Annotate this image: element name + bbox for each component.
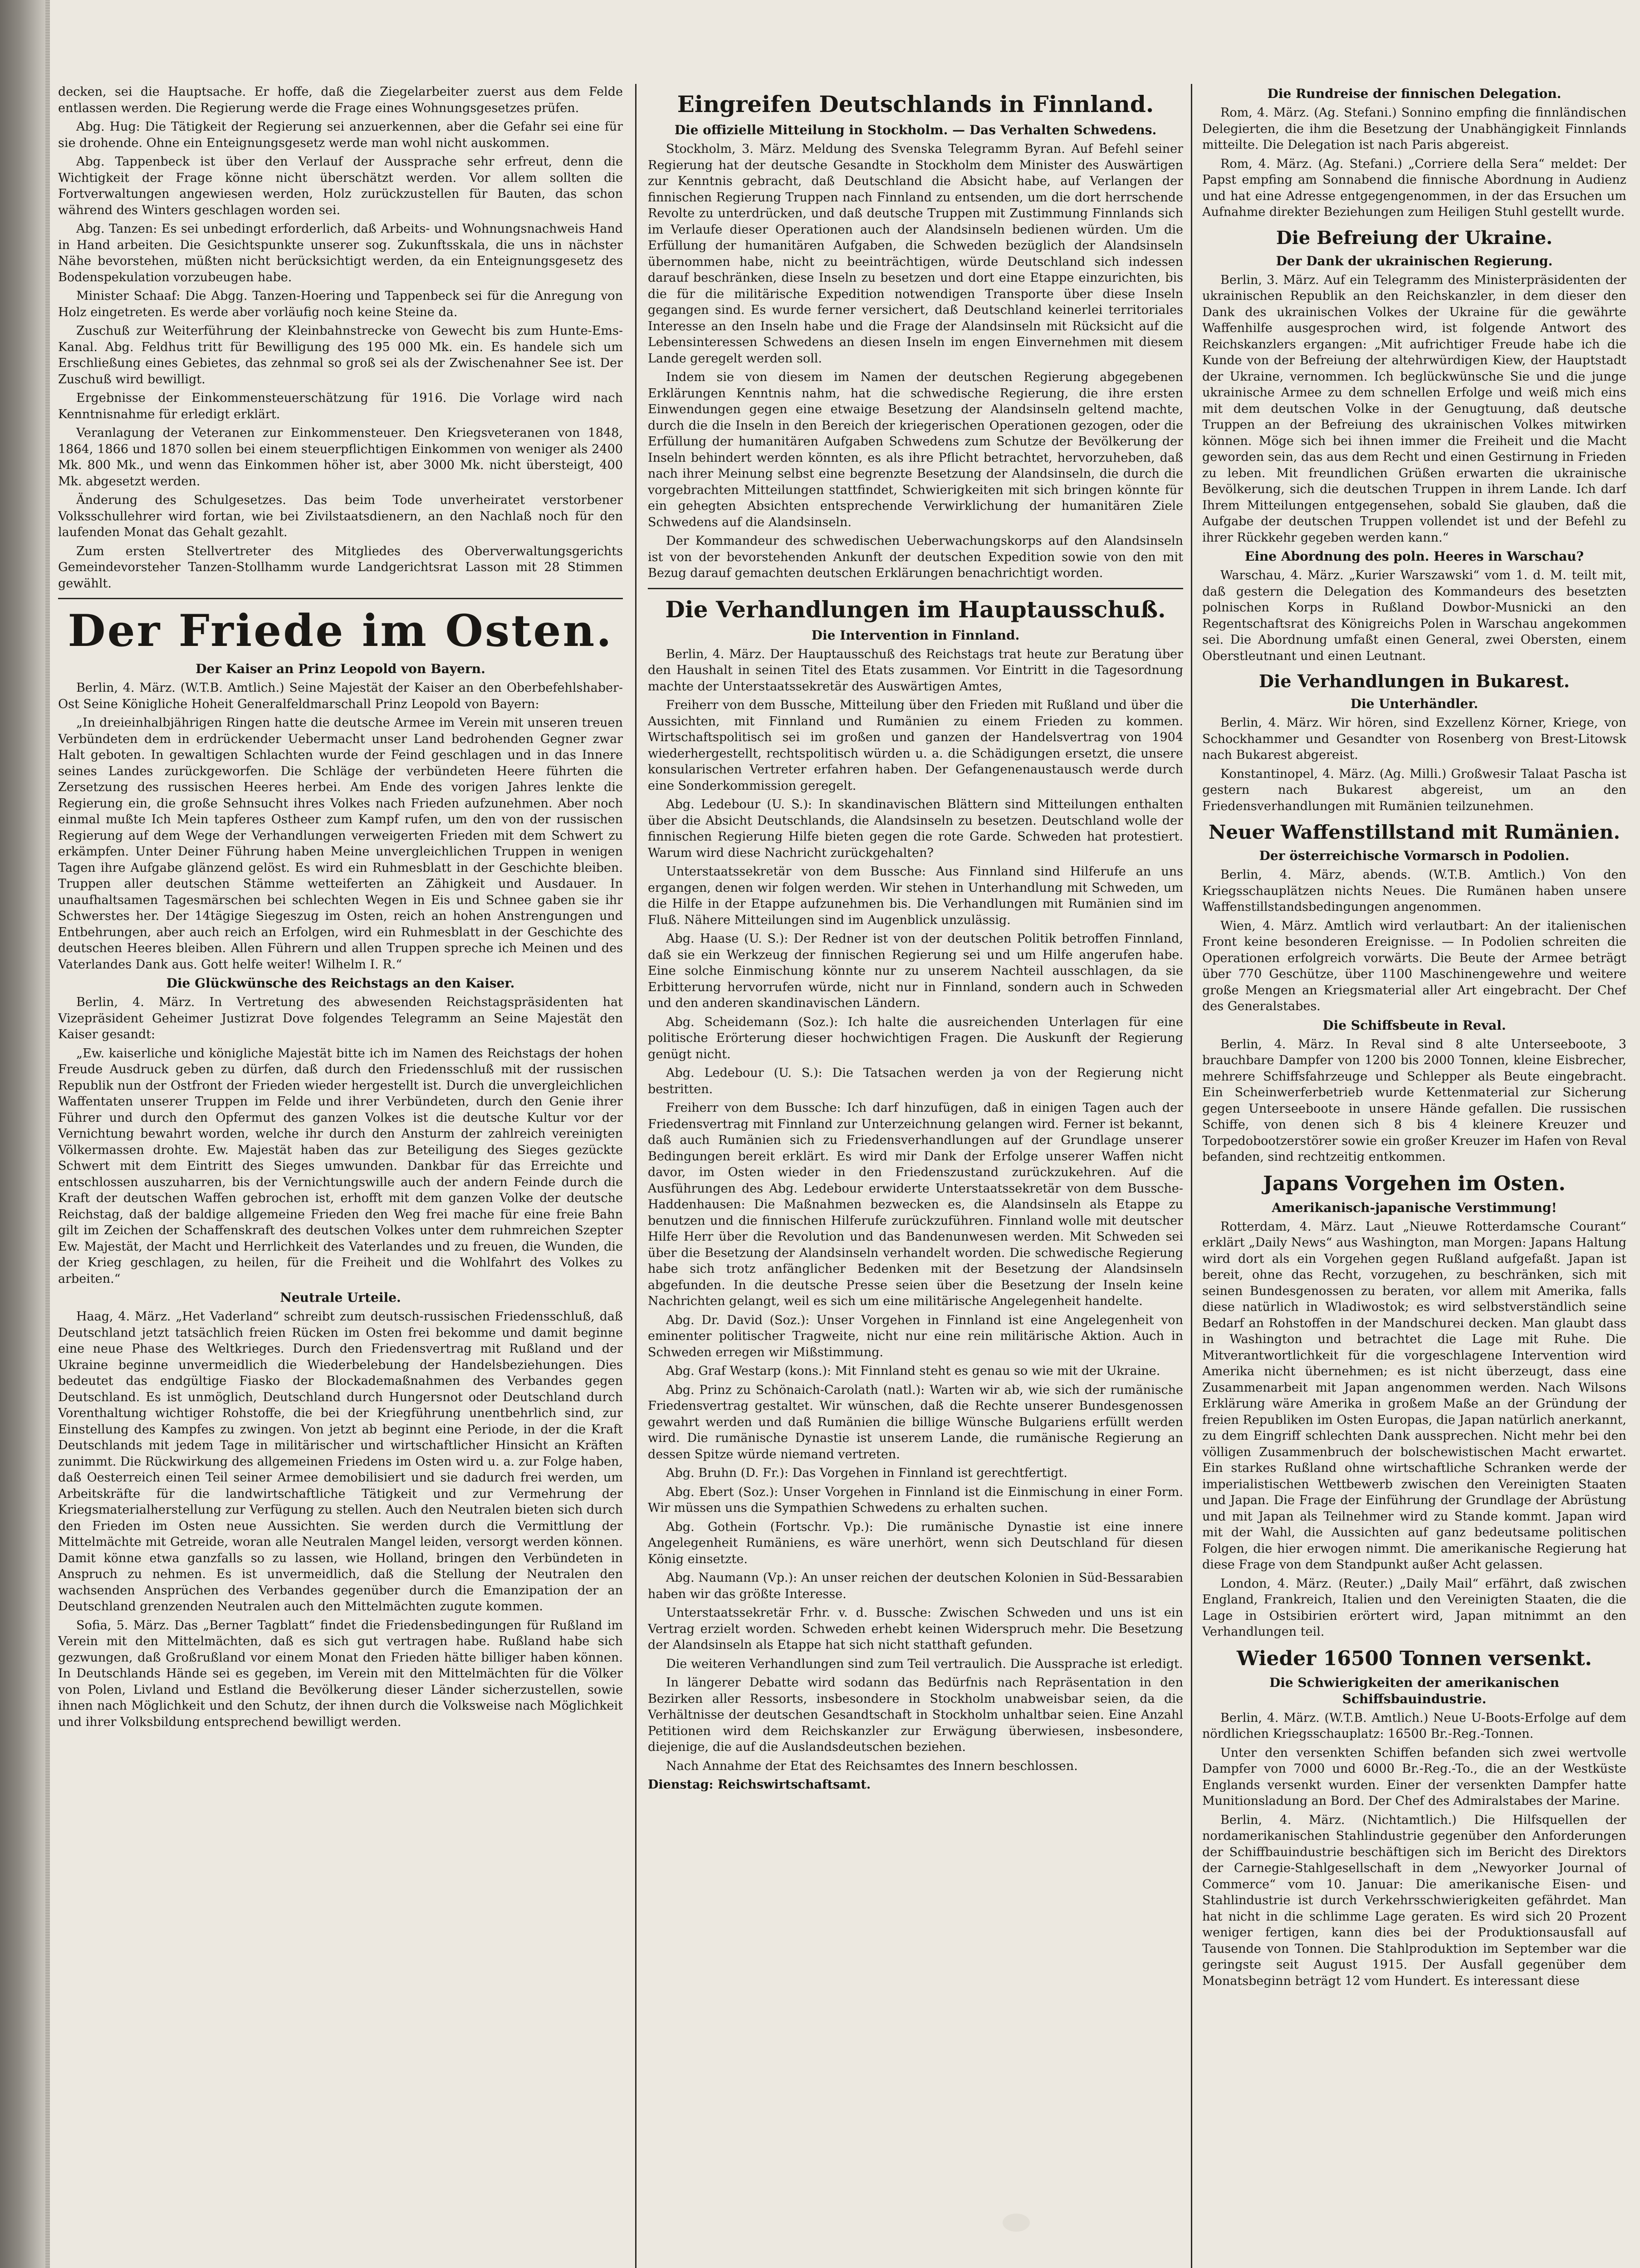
paragraph: Berlin, 4. März. (Nichtamtlich.) Die Hilfsquellen der nordamerikanischen Stahlindustrie gegenüber den Anforderungen der Schiffbauindustrie beschäftigen sich im Bericht des Direktors der Carnegie-Stahlgesellschaft in dem „Newyorker Journal of Commerce“ vom 10. Januar: Die amerikanische Eisen- und Stahlindustrie ist durch Verkehrsschwierigkeiten gefährdet. Man hat nicht in die schlimme Lage geraten. Es wird sich 20 Prozent weniger fertigen, kann dies bei der Produktionsausfall auf Tausende von Tonnen. Die Stahlproduktion im September war die geringste seit August 1915. Der Ausfall gegenüber dem Monatsbeginn beträgt 12 vom Hundert. Es interessant diese (1202, 1813, 1626, 1988)
paragraph: In längerer Debatte wird sodann das Bedürfnis nach Repräsentation in den Bezirken aller Ressorts, insbesondere in Stockholm unabweisbar seien, da die Verhältnisse der deutschen Gesandtschaft in Stockholm unhaltbar seien. Eine Anzahl Petitionen wird dem Reichskanzler zur Erwägung überwiesen, insbesondere, diejenige, die auf die Auslandsdeutschen beziehen. (648, 1676, 1183, 1754)
paragraph: Berlin, 3. März. Auf ein Telegramm des Ministerpräsidenten der ukrainischen Republik an den Reichskanzler, in dem dieser den Dank des ukrainischen Volkes der Ukraine für die gewährte Waffenhilfe ausgesprochen wird, ist folgende Antwort des Reichskanzlers ergangen: „Mit aufrichtiger Freude habe ich die Kunde von der Befreiung der altehrwürdigen Kiew, der Hauptstadt der Ukraine, vernommen. Ich beglückwünsche Sie und die junge ukrainische Armee zu dem schnellen Erfolge und weiß mich eins mit dem deutschen Volke in der Genugtuung, daß deutsche Truppen an der Befreiung des ukrainischen Volkes mitwirken können. Möge sich bei ihnen immer die Freiheit und die Macht geworden sein, das aus dem Recht und einen Gestirnung in Frieden zu leben. Mit freundlichen Grüßen erwarten die ukrainische Bevölkerung, sich die deutschen Truppen in ihrem Lande. Ich darf Ihrem Mitteilungen entgegensehen, sobald Sie glauben, daß die Aufgabe der deutschen Truppen vollendet ist und der Befehl zu ihrer Rückkehr gegeben werden kann.“ (1202, 273, 1626, 545)
paragraph: Haag, 4. März. „Het Vaderland“ schreibt zum deutsch-russischen Friedensschluß, daß Deutschland jetzt tatsächlich freien Rücken im Osten frei bekomme und damit beginne eine neue Phase des Weltkrieges. Durch den Friedensvertrag mit Rußland und der Ukraine beginne unvermeidlich die Wiederbelebung der Handelsbeziehungen. Dies bedeutet das endgültige Fiasko der Blockademaßnahmen des Verbandes gegen Deutschland. Es ist unmöglich, Deutschland durch Hungersnot oder Deutschland durch Vorenthaltung wichtiger Rohstoffe, die bei der Kriegführung unentbehrlich sind, zur Einstellung des Kampfes zu zwingen. Von jetzt ab beginnt eine Periode, in der die Kraft Deutschlands mit jedem Tage in militärischer und wirtschaftlicher Hinsicht an Kräften zunimmt. Die Rückwirkung des allgemeinen Friedens im Osten wird u. a. zur Folge haben, daß Oesterreich einen Teil seiner Armee demobilisiert und sie dadurch frei werden, um Arbeitskräfte für die landwirtschaftliche Tätigkeit und zur Vermehrung der Kriegsmaterialherstellung zur Verfügung zu stellen. Auch den Neutralen bieten sich durch den Frieden im Osten neue Aussichten. Sie werden durch die Vermittlung der Mittelmächte mit Getreide, woran alle Neutralen Mangel leiden, versorgt werden können. Damit könne etwa ganzfalls so zu lassen, wie Holland, bringen den Verbündeten in Anspruch zu nehmen. Es ist unvermeidlich, daß die Stellung der Neutralen den wachsenden Ansprüchen des Verbandes gegenüber durch die Emanzipation der an Deutschland grenzenden Neutralen auch den Mittelmächten zugute kommen. (58, 1310, 623, 1613)
paragraph: „Ew. kaiserliche und königliche Majestät bitte ich im Namen des Reichstags der hohen Freude Ausdruck geben zu dürfen, daß durch den Friedensschluß mit der russischen Republik nun der Ostfront der Frieden wieder hergestellt ist. Durch die unvergleichlichen Waffentaten unserer Truppen im Felde und ihrer Verbündeten, durch den Genie ihrer Führer und durch den Opfermut des ganzen Volkes ist die deutsche Kultur vor der Vernichtung bewahrt worden, welche ihr durch den Ansturm der zahlreich vereinigten Völkermassen drohte. Ew. Majestät haben das zur Beteiligung des Sieges gezückte Schwert mit dem Eintritt des Sieges umwunden. Dankbar für das Erreichte und entschlossen auszuharren, bis der Vernichtungswille auch der andern Feinde durch die Kraft der deutschen Waffen gebrochen ist, erhofft mit dem ganzen Volke der deutsche Reichstag, daß der baldige allgemeine Frieden den Weg frei mache für eine freie Bahn gilt im Zeichen der Schaffenskraft des deutschen Volkes unter dem ruhmreichen Szepter Ew. Majestät, der Macht und Herrlichkeit des Vaterlandes und zu freuen, die Wunden, die der Krieg geschlagen, zu heilen, für die Freiheit und die Wohlfahrt des Volkes zu arbeiten.“ (58, 1046, 623, 1286)
paragraph: Abg. Ebert (Soz.): Unser Vorgehen in Finnland ist die Einmischung in einer Form. Wir müssen uns die Sympathien Schwedens zu erhalten suchen. (648, 1485, 1183, 1515)
paragraph: Abg. Tanzen: Es sei unbedingt erforderlich, daß Arbeits- und Wohnungsnachweis Hand in Hand arbeiten. Die Gesichtspunkte unserer sog. Zukunftsskala, die uns in nächster Nähe bevorstehen, müßten nicht berücksichtigt werden, da ein Enteignungsgesetz des Bodenspekulation vorzubeugen habe. (58, 222, 623, 284)
paragraph: Ergebnisse der Einkommensteuerschätzung für 1916. Die Vorlage wird nach Kenntnisnahme für erledigt erklärt. (58, 391, 623, 421)
paragraph: Abg. Graf Westarp (kons.): Mit Finnland steht es genau so wie mit der Ukraine. (666, 1364, 1160, 1378)
subheading: Die Glückwünsche des Reichstags an den Kaiser. (166, 976, 515, 991)
paragraph: Zum ersten Stellvertreter des Mitgliedes des Oberverwaltungsgerichts Gemeindevorsteher Tanzen-Stollhamm wurde Landgerichtsrat Lasson mit 28 Stimmen gewählt. (58, 544, 623, 591)
paragraph: Abg. Dr. David (Soz.): Unser Vorgehen in Finnland ist eine Angelegenheit von eminenter politischer Tragweite, nicht nur eine rein militärische Aktion. Auch in Schweden erregen wir Mißstimmung. (648, 1313, 1183, 1359)
paragraph: Nach Annahme der Etat des Reichsamtes des Innern beschlossen. (666, 1759, 1078, 1773)
paragraph: Rom, 4. März. (Ag. Stefani.) Sonnino empfing die finnländischen Delegierten, die ihm die Besetzung der Unabhängigkeit Finnlands mitteilte. Die Delegation ist nach Paris abgereist. (1202, 106, 1626, 152)
headline: Eingreifen Deutschlands in Finnland. (677, 91, 1154, 117)
subheading: Die Unterhändler. (1350, 696, 1478, 711)
paragraph: Abg. Naumann (Vp.): An unser reichen der deutschen Kolonien in Süd-Bessarabien haben wir das größte Interesse. (648, 1571, 1183, 1601)
scan-blemish (1003, 2214, 1030, 2232)
paragraph: Abg. Ledebour (U. S.): Die Tatsachen werden ja von der Regierung nicht bestritten. (648, 1066, 1183, 1096)
column-rule (635, 84, 636, 2268)
paragraph: London, 4. März. (Reuter.) „Daily Mail“ erfährt, daß zwischen England, Frankreich, Italien und den Vereinigten Staaten, die die Lage in Ostsibirien erörtert wird, Japan mitnimmt an den Verhandlungen teil. (1202, 1576, 1626, 1639)
paragraph: Abg. Bruhn (D. Fr.): Das Vorgehen in Finnland ist gerechtfertigt. (666, 1466, 1067, 1480)
headline: Die Verhandlungen im Hauptausschuß. (665, 596, 1166, 623)
paragraph: Stockholm, 3. März. Meldung des Svenska Telegramm Byran. Auf Befehl seiner Regierung hat der deutsche Gesandte in Stockholm dem Minister des Auswärtigen zur Kenntnis gebracht, daß Deutschland die Absicht habe, auf Verlangen der finnischen Regierung Truppen nach Finnland zu entsenden, um die dort herrschende Revolte zu unterdrücken, und daß deutsche Truppen mit Zustimmung Finnlands sich im Verlaufe dieser Operationen auch der Alandsinseln bedienen würden. Um die Erfüllung der humanitären Aufgaben, die Schweden bezüglich der Alandsinseln übernommen habe, nicht zu beeinträchtigen, würde Deutschland sich indessen darauf beschränken, diese Inseln zu besetzen und dort eine Etappe einzurichten, bis die für die militärische Expedition notwendigen Transporte über diese Inseln gegangen sind. Es wurde ferner versichert, daß Deutschland keinerlei territoriales Interesse an den Inseln habe und die Frage der Alandsinseln mit Rücksicht auf die Lebensinteressen Schwedens an diesen Inseln im engen Einvernehmen mit diesem Lande geregelt werden soll. (648, 142, 1183, 366)
subheading: Der Kaiser an Prinz Leopold von Bayern. (196, 661, 485, 676)
paragraph: Rotterdam, 4. März. Laut „Nieuwe Rotterdamsche Courant“ erklärt „Daily News“ aus Washington, man Morgen: Japans Haltung wird dort als ein Vorgehen gegen Rußland aufgefaßt. Japan ist bereit, ohne das Recht, vorzugehen, zu beschränken, sich mit seinen Bundesgenossen zu beraten, vor allem mit Amerika, falls diese natürlich in Wladiwostok; es wird selbstverständlich seine Bedarf an Rohstoffen in der Mandschurei decken. Man glaubt dass in Washington und betrachtet die Lage mit Ruhe. Die Mitverantwortlichkeit für die vorgeschlagene Intervention wird Amerika nicht übernehmen; es ist nicht überzeugt, dass eine Zusammenarbeit mit Japan angenommen werden. Nach Wilsons Erklärung wäre Amerika in großem Maße an der Gründung der freien Republiken im Osten Europas, die Japan natürlich anerkannt, zu dem Eingriff schlechten Dank aussprechen. Nicht mehr bei den völligen Zusammenbruch der bolschewistischen Macht erwartet. Ein starkes Rußland ohne wirtschaftliche Schranken werde der imperialistischen Wettbewerb zwischen den Vereinigten Staaten und Japan. Die Frage der Einführung der Grundlage der Abrüstung und mit Japan als Teilnehmer wird zu Stande kommt. Japan wird mit der Wahl, die Aussichten auf ganz bedeutsame politischen Folgen, die hier erwogen nimmt. Die amerikanische Regierung hat diese Frage von dem Standpunkt außer Acht gelassen. (1202, 1219, 1626, 1572)
paragraph: Unterstaatssekretär von dem Bussche: Aus Finnland sind Hilferufe an uns ergangen, denen wir folgen werden. Wir stehen in Unterhandlung mit Schweden, um die Hilfe in der Etappe aufzunehmen bis. Die Verhandlungen mit Rumänien sind im Fluß. Nähere Mitteilungen sind im Augenblick unzulässig. (648, 865, 1183, 927)
subheading: Die Schwierigkeiten der amerikanischen Schiffsbauindustrie. (1269, 1675, 1560, 1706)
headline: Die Befreiung der Ukraine. (1276, 227, 1553, 249)
paragraph: Berlin, 4. März. Der Hauptausschuß des Reichstags trat heute zur Beratung über den Haushalt in seinen Titel des Etats zusammen. Vor Eintritt in die Tagesordnung machte der Unterstaatssekretär des Auswärtigen Amtes, (648, 647, 1183, 694)
paragraph: Indem sie von diesem im Namen der deutschen Regierung abgegebenen Erklärungen Kenntnis nahm, hat die schwedische Regierung, die ihre ersten Einwendungen gegen eine etwaige Besetzung der Alandsinseln geltend machte, durch die die Inseln in den Bereich der kriegerischen Operationen gezogen, oder die Erfüllung der humanitären Aufgaben Schwedens zum Schutze der Bevölkerung der Inseln behindert werden könnten, es als ihre Pflicht betrachtet, hervorzuheben, daß nach ihrer Meinung selbst eine begrenzte Besetzung der Alandsinseln, die durch die vorgebrachten Mitteilungen stattfindet, Schwierigkeiten mit sich bringen könnte für ein gehegten Absichten entsprechende Verwirklichung der humanitären Ziele Schwedens auf die Alandsinseln. (648, 370, 1183, 529)
headline: Der Friede im Osten. (68, 605, 613, 656)
subheading: Der Dank der ukrainischen Regierung. (1276, 253, 1553, 269)
paragraph: Der Kommandeur des schwedischen Ueberwachungskorps auf den Alandsinseln ist von der bevorstehenden Ankunft der deutschen Expedition sowie von den mit Bezug darauf gemachten deutschen Erklärungen benachrichtigt worden. (648, 534, 1183, 580)
subheading: Die offizielle Mitteilung in Stockholm. — Das Verhalten Schwedens. (674, 122, 1157, 137)
paragraph: Unterstaatssekretär Frhr. v. d. Bussche: Zwischen Schweden und uns ist ein Vertrag erzielt worden. Schweden erhebt keinen Widerspruch mehr. Die Besetzung der Alandsinseln als Etappe hat sich nicht statthaft gefunden. (648, 1606, 1183, 1652)
paragraph: Dienstag: Reichswirtschaftsamt. (648, 1778, 871, 1792)
paragraph: Berlin, 4. März, abends. (W.T.B. Amtlich.) Von den Kriegsschauplätzen nichts Neues. Die Rumänen haben unsere Waffenstillstandsbedingungen angenommen. (1202, 868, 1626, 914)
paragraph: Abg. Prinz zu Schönaich-Carolath (natl.): Warten wir ab, wie sich der rumänische Friedensvertrag gestaltet. Wir wünschen, daß die Rechte unserer Bundesgenossen gewahrt werden und daß Rumänien die billige Wünsche Bulgariens erfüllt werden wird. Die rumänische Dynastie ist unserem Lande, die rumänische Regierung an dessen Spitze würde niemand vertreten. (648, 1383, 1183, 1461)
paragraph: Berlin, 4. März. In Vertretung des abwesenden Reichstagspräsidenten hat Vizepräsident Geheimer Justizrat Dove folgendes Telegramm an Seine Majestät den Kaiser gesandt: (58, 995, 623, 1041)
headline: Japans Vorgehen im Osten. (1263, 1172, 1566, 1195)
paragraph: Berlin, 4. März. (W.T.B. Amtlich.) Neue U-Boots-Erfolge auf dem nördlichen Kriegsschauplatz: 16500 Br.-Reg.-Tonnen. (1202, 1711, 1626, 1741)
paragraph: Minister Schaaf: Die Abgg. Tanzen-Hoering und Tappenbeck sei für die Anregung von Holz eingetreten. Es werde aber vorläufig noch keine Steine da. (58, 289, 623, 319)
paragraph: Freiherr von dem Bussche, Mitteilung über den Frieden mit Rußland und über die Aussichten, mit Finnland und Rumänien zu einem Frieden zu kommen. Wirtschaftspolitisch sei im großen und ganzen der Handelsvertrag von 1904 wiederhergestellt, rechtspolitisch würden u. a. die Schädigungen ersetzt, die unsere konsularischen Vertreter erfahren haben. Der Gefangenenaustausch werde durch eine Sonderkommission geregelt. (648, 698, 1183, 793)
headline: Wieder 16500 Tonnen versenkt. (1237, 1647, 1592, 1670)
book-edge (0, 0, 50, 2268)
paragraph: Abg. Tappenbeck ist über den Verlauf der Aussprache sehr erfreut, denn die Wichtigkeit der Frage könne nicht überschätzt werden. Vor allem sollten die Fortverwaltungen angewiesen werden, Holz zurückzustellen für Bauten, das schon während des Winters geschlagen worden sei. (58, 155, 623, 217)
subheading: Amerikanisch-japanische Verstimmung! (1272, 1200, 1557, 1215)
subheading: Neutrale Urteile. (280, 1290, 401, 1305)
paragraph: Berlin, 4. März. (W.T.B. Amtlich.) Seine Majestät der Kaiser an den Oberbefehlshaber-Ost Seine Königliche Hoheit Generalfeldmarschall Prinz Leopold von Bayern: (58, 681, 623, 711)
headline: Neuer Waffenstillstand mit Rumänien. (1208, 821, 1620, 843)
section-divider (648, 588, 1183, 589)
paragraph: Veranlagung der Veteranen zur Einkommensteuer. Den Kriegsveteranen von 1848, 1864, 1866 und 1870 sollen bei einem steuerpflichtigen Einkommen von weniger als 2400 Mk. 800 Mk., und wenn das Einkommen höher ist, aber 3000 Mk. nicht übersteigt, 400 Mk. abgesetzt werden. (58, 426, 623, 489)
paragraph: Freiherr von dem Bussche: Ich darf hinzufügen, daß in einigen Tagen auch der Friedensvertrag mit Finnland zur Unterzeichnung gelangen wird. Ferner ist bekannt, daß auch Rumänien sich zu Friedensverhandlungen auf der Grundlage unserer Bedingungen bereit erklärt. Es wird mir Dank der Erfolge unserer Waffen nicht davor, im Osten wieder in den Friedenszustand zurückzukehren. Auf die Ausführungen des Abg. Ledebour erwiderte Unterstaatssekretär von dem Bussche-Haddenhausen: Die Maßnahmen bezwecken es, die Alandsinseln als Etappe zu benutzen und die finnischen Hilferufe zurückzuführen. Finnland wolle mit deutscher Hilfe Herr über die Revolution und das Bandenunwesen werden. Mit Schweden sei über die Besetzung der Alandsinseln verhandelt worden. Die schwedische Regierung habe sich trotz anfänglicher Bedenken mit der Besetzung der Alandsinseln abgefunden. In die deutsche Presse seien über die Besetzung der Inseln keine Nachrichten gelangt, weil es sich um eine militärische Angelegenheit handelte. (648, 1101, 1183, 1308)
paragraph: Abg. Gothein (Fortschr. Vp.): Die rumänische Dynastie ist eine innere Angelegenheit Rumäniens, es wäre unerhört, wenn sich Deutschland für diesen König einsetzte. (648, 1520, 1183, 1566)
paragraph: Zuschuß zur Weiterführung der Kleinbahnstrecke von Gewecht bis zum Hunte-Ems-Kanal. Abg. Feldhus tritt für Bewilligung des 195 000 Mk. ein. Es handele sich um Erschließung eines Gebietes, das zehnmal so groß sei als der Zwischenahner See ist. Der Zuschuß wird bewilligt. (58, 324, 623, 386)
paragraph: Abg. Ledebour (U. S.): In skandinavischen Blättern sind Mitteilungen enthalten über die Absicht Deutschlands, die Alandsinseln zu besetzen. Deutschland wolle der finnischen Regierung Hilfe bieten gegen die rote Garde. Schweden hat protestiert. Warum wird diese Nachricht zurückgehalten? (648, 797, 1183, 860)
paragraph: Wien, 4. März. Amtlich wird verlautbart: An der italienischen Front keine besonderen Ereignisse. — In Podolien schreiten die Operationen erfolgreich vorwärts. Die Beute der Armee beträgt über 770 Geschütze, über 1100 Maschinengewehre und weitere große Mengen an Kriegsmaterial aller Art eingebracht. Der Chef des Generalstabes. (1202, 919, 1626, 1013)
column-1 (58, 84, 623, 2268)
paragraph: Abg. Hug: Die Tätigkeit der Regierung sei anzuerkennen, aber die Gefahr sei eine für sie drohende. Ohne ein Enteignungsgesetz werde man wohl nicht auskommen. (58, 120, 623, 150)
column-2 (648, 84, 1183, 2268)
subheading: Eine Abordnung des poln. Heeres in Warschau? (1244, 549, 1584, 564)
subheading: Die Rundreise der finnischen Delegation. (1267, 86, 1562, 101)
section-divider (58, 598, 623, 599)
paragraph: Berlin, 4. März. In Reval sind 8 alte Unterseeboote, 3 brauchbare Dampfer von 1200 bis 2000 Tonnen, kleine Eisbrecher, mehrere Schiffsfahrzeuge und Schlepper als Beute eingebracht. Ein Scheinwerferbetrieb wurde Kettenmaterial zur Sicherung gegen Unterseeboote in unsere Hände gefallen. Die russischen Schiffe, von denen sich 8 bis 4 kleinere Kreuzer und Torpedobootzerstörer sowie ein großer Kreuzer im Hafen von Reval befanden, sind rechtzeitig entkommen. (1202, 1037, 1626, 1164)
paragraph: Sofia, 5. März. Das „Berner Tagblatt“ findet die Friedensbedingungen für Rußland im Verein mit den Mittelmächten, daß es sich gut vertragen habe. Rußland habe sich gezwungen, daß Großrußland vor einem Monat den Frieden hätte billiger haben können. In Deutschlands Hände sei es gegeben, im Verein mit den Mittelmächten für die Völker von Polen, Livland und Estland die Bevölkerung dieser Länder sicherzustellen, sowie ihnen nach Möglichkeit und den Schutz, der ihnen durch die Volksweise nach Möglichkeit und ihrer Volksbildung entsprechend bewilligt werden. (58, 1618, 623, 1729)
paragraph: „In dreieinhalbjährigen Ringen hatte die deutsche Armee im Verein mit unseren treuen Verbündeten dem in erdrückender Uebermacht unser Land bedrohenden Gegner zwar Halt geboten. In gewaltigen Schlachten wurde der Feind geschlagen und in das Innere seines Landes zurückgeworfen. Die Schläge der verbündeten Heere führten die Zersetzung des russischen Heeres herbei. Am Ende des vorigen Jahres lenkte die Regierung ein, die große Sehnsucht ihres Volkes nach Frieden aufzunehmen. Aber noch einmal mußte Ich Mein tapferes Ostheer zum Kampf rufen, um den von der russischen Regierung auf dem Wege der Verhandlungen verweigerten Frieden mit dem Schwert zu erkämpfen. Unter Deiner Führung haben Meine unvergleichlichen Truppen in wenigen Tagen ihre Aufgabe glänzend gelöst. Es wird ein Ruhmesblatt in der Geschichte bleiben. Truppen aller deutschen Stämme wetteiferten an Zähigkeit und Ausdauer. In unaufhaltsamen Tagesmärschen bei schlechten Wegen in Eis und Schnee gaben sie ihr Schwerstes her. Der 14tägige Siegeszug im Osten, reich an hohen Anstrengungen und Entbehrungen, aber auch reich an Erfolgen, wird ein Ruhmesblatt in der Geschichte des deutschen Heeres bleiben. Allen Führern und allen Truppen spreche ich Meinen und des Vaterlandes Dank aus. Gott helfe weiter! Wilhelm I. R.“ (58, 716, 623, 972)
paragraph: decken, sei die Hauptsache. Er hoffe, daß die Ziegelarbeiter zuerst aus dem Felde entlassen werden. Die Regierung werde die Frage eines Wohnungsgesetzes prüfen. (58, 85, 623, 115)
paragraph: Die weiteren Verhandlungen sind zum Teil vertraulich. Die Aussprache ist erledigt. (666, 1657, 1183, 1671)
column-rule (1191, 84, 1192, 2268)
subheading: Die Schiffsbeute in Reval. (1322, 1017, 1506, 1033)
subheading: Die Intervention in Finnland. (811, 627, 1020, 643)
subheading: Der österreichische Vormarsch in Podolien. (1259, 848, 1570, 863)
paragraph: Rom, 4. März. (Ag. Stefani.) „Corriere della Sera“ meldet: Der Papst empfing am Sonnabend die finnische Abordnung in Audienz und hat eine Adresse entgegengenommen, in der das Ersuchen um Aufnahme direkter Beziehungen zum Heiligen Stuhl gestellt wurde. (1202, 156, 1626, 219)
paragraph: Unter den versenkten Schiffen befanden sich zwei wertvolle Dampfer von 7000 und 6000 Br.-Reg.-To., die an der Westküste Englands versenkt wurden. Einer der versenkten Dampfer hatte Munitionsladung an Bord. Der Chef des Admiralstabes der Marine. (1202, 1745, 1626, 1808)
paragraph: Abg. Scheidemann (Soz.): Ich halte die ausreichenden Unterlagen für eine politische Erörterung dieser hochwichtigen Fragen. Die Auskunft der Regierung genügt nicht. (648, 1015, 1183, 1061)
paragraph: Abg. Haase (U. S.): Der Redner ist von der deutschen Politik betroffen Finnland, daß sie ein Werkzeug der finnischen Regierung sei und um Hilfe angerufen habe. Eine solche Einmischung könnte nur zu unserem Nachteil ausschlagen, da sie Erbitterung hervorrufen würde, nicht nur in Finnland, sondern auch in Schweden und den anderen skandinavischen Ländern. (648, 932, 1183, 1010)
paragraph: Berlin, 4. März. Wir hören, sind Exzellenz Körner, Kriege, von Schockhammer und Gesandter von Rosenberg von Brest-Litowsk nach Bukarest abgereist. (1202, 716, 1626, 762)
paragraph: Änderung des Schulgesetzes. Das beim Tode unverheiratet verstorbener Volksschullehrer wird fortan, wie bei Zivilstaatsdienern, an den Nachlaß noch für den laufenden Monat das Gehalt gezahlt. (58, 493, 623, 539)
newspaper-page (50, 0, 1640, 2268)
paragraph: Konstantinopel, 4. März. (Ag. Milli.) Großwesir Talaat Pascha ist gestern nach Bukarest abgereist, um an den Friedensverhandlungen mit Rumänien teilzunehmen. (1202, 767, 1626, 813)
column-3 (1202, 84, 1626, 2268)
headline: Die Verhandlungen in Bukarest. (1258, 671, 1570, 691)
paragraph: Warschau, 4. März. „Kurier Warszawski“ vom 1. d. M. teilt mit, daß gestern die Delegation des Kommandeurs des besetzten polnischen Korps in Rußland Dowbor-Musnicki an den Regentschaftsrat des Königreichs Polen in Warschau angekommen sei. Die Abordnung umfaßt einen General, zwei Obersten, einem Oberstleutnant und einen Leutnant. (1202, 568, 1626, 663)
